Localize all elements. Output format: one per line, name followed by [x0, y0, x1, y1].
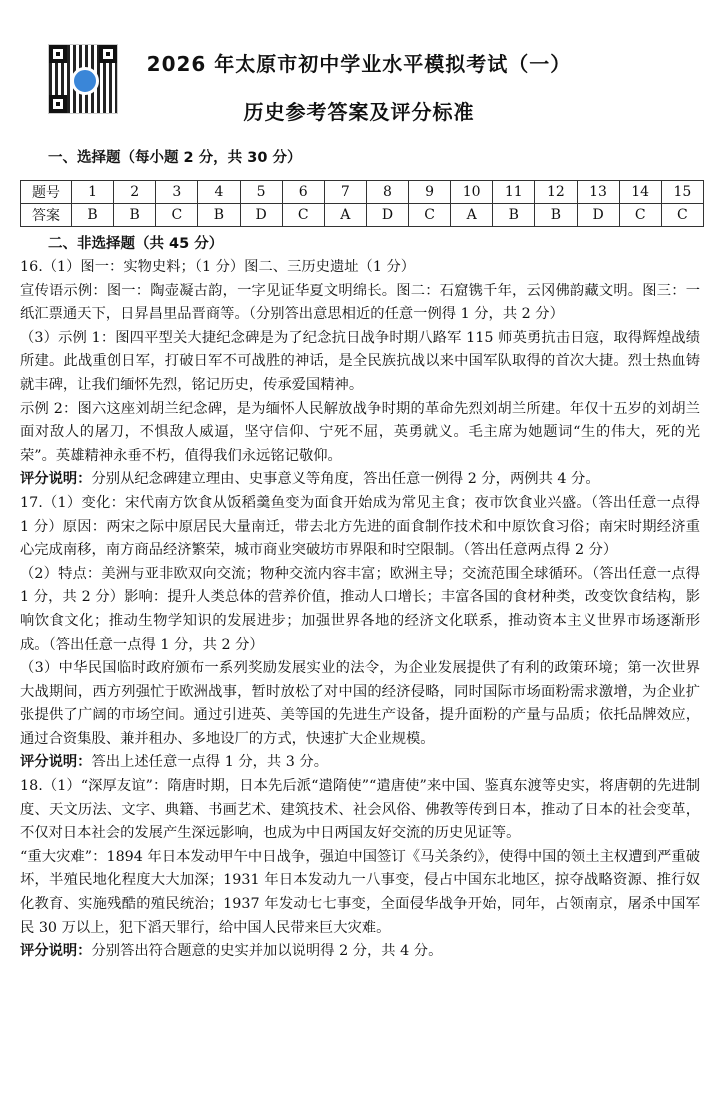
table-cell: 1 [72, 181, 114, 204]
table-cell: 2 [114, 181, 156, 204]
table-cell: 9 [409, 181, 451, 204]
paragraph: 18.（1）“深厚友谊”：隋唐时期，日本先后派“遣隋使”“遣唐使”来中国、鉴真东渡等史实，将唐朝的先进制度、天文历法、文字、典籍、书画艺术、建筑技术、社会风俗、佛教等传到日本，推动了日本的社会变革，不仅对日本社会的发展产生深远影响，也成为中日两国友好交流的历史见证等。 [20, 778, 700, 842]
section1-heading: 一、选择题（每小题 2 分，共 30 分） [48, 150, 302, 166]
table-cell: 14 [619, 181, 661, 204]
table-row-answers [21, 204, 704, 227]
table-cell: A [451, 204, 493, 227]
row-label-answer: 答案 [21, 204, 72, 227]
section2-heading: 二、非选择题（共 45 分） [48, 236, 224, 252]
exam-subtitle: 历史参考答案及评分标准 [243, 100, 475, 124]
table-cell: B [493, 204, 535, 227]
table-cell: 10 [451, 181, 493, 204]
table-cell: B [114, 204, 156, 227]
table-cell: 12 [535, 181, 577, 204]
table-cell: C [619, 204, 661, 227]
scoring-note [20, 751, 700, 775]
table-cell: B [535, 204, 577, 227]
table-cell: C [661, 204, 703, 227]
row-label-number: 题号 [21, 181, 72, 204]
table-cell: D [366, 204, 408, 227]
table-cell: 6 [282, 181, 324, 204]
scoring-note [20, 940, 700, 964]
table-cell: 7 [324, 181, 366, 204]
table-cell: 13 [577, 181, 619, 204]
scoring-note-label: 评分说明： [20, 754, 92, 771]
table-cell: B [72, 204, 114, 227]
paragraph: 17.（1）变化：宋代南方饮食从饭稻羹鱼变为面食开始成为常见主食；夜市饮食业兴盛。（答出任意一点得 1 分）原因：两宋之际中原居民大量南迁，带去北方先进的面食制作技术和中原饮食习俗；南宋时期经济重心完成南移，南方商品经济繁荣，城市商业突破坊市界限和时空限制。（答出任意两点得 2 分） [20, 494, 700, 559]
table-cell: 3 [156, 181, 198, 204]
exam-title: 2026 年太原市初中学业水平模拟考试（一） [146, 52, 572, 76]
table-cell: 8 [366, 181, 408, 204]
scoring-note-text: 答出上述任意一点得 1 分，共 3 分。 [91, 754, 329, 771]
table-cell: 5 [240, 181, 282, 204]
answer-table [20, 180, 704, 227]
table-cell: C [409, 204, 451, 227]
table-cell: B [198, 204, 240, 227]
scoring-note-label: 评分说明： [20, 943, 92, 960]
table-cell: 11 [493, 181, 535, 204]
answer-body [20, 256, 700, 964]
table-cell: D [240, 204, 282, 227]
scoring-note-text: 分别答出符合题意的史实并加以说明得 2 分，共 4 分。 [91, 943, 443, 960]
paragraph: （2）特点：美洲与亚非欧双向交流；物种交流内容丰富；欧洲主导；交流范围全球循环。（答出任意一点得 1 分，共 2 分）影响：提升人类总体的营养价值，推动人口增长；丰富各国的食材种类，改变饮食结构，影响饮食文化；推动生物学知识的发展进步；加强世界各地的经济文化联系，推动资本主义世界市场逐渐形成。（答出任意一点得 1 分，共 2 分） [20, 565, 700, 653]
table-cell: A [324, 204, 366, 227]
paragraph: （3）中华民国临时政府颁布一系列奖励发展实业的法令，为企业发展提供了有利的政策环境；第一次世界大战期间，西方列强忙于欧洲战事，暂时放松了对中国的经济侵略，同时国际市场面粉需求激增，为企业扩张提供了广阔的市场空间。通过引进英、美等国的先进生产设备，提升面粉的产量与品质；依托品牌效应，通过合资集股、兼并租办、多地设厂的方式，快速扩大企业规模。 [20, 660, 700, 747]
paragraph: 示例 2：图六这座刘胡兰纪念碑，是为缅怀人民解放战争时期的革命先烈刘胡兰所建。年仅十五岁的刘胡兰面对敌人的屠刀，不惧敌人威逼，坚守信仰、宁死不屈，英勇就义。毛主席为她题词“生的伟大，死的光荣”。英雄精神永垂不朽，值得我们永远铭记敬仰。 [20, 400, 700, 464]
paragraph: 宣传语示例：图一：陶壶凝古韵，一字见证华夏文明绵长。图二：石窟镌千年，云冈佛韵藏文明。图三：一纸汇票通天下，日昇昌里品晋商等。（分别答出意思相近的任意一例得 1 分，共 2 分） [20, 282, 700, 323]
scoring-note-text: 分别从纪念碑建立理由、史事意义等角度，答出任意一例得 2 分，两例共 4 分。 [91, 471, 600, 488]
paragraph: “重大灾难”：1894 年日本发动甲午中日战争，强迫中国签订《马关条约》，使得中国的领土主权遭到严重破坏，半殖民地化程度大大加深；1931 年日本发动九一八事变，侵占中国东北地区，掠夺战略资源、推行奴化教育、实施残酷的殖民统治；1937 年发动七七事变，全面侵华战争开始，同年，占领南京，屠杀中国军民 30 万以上，犯下滔天罪行，给中国人民带来巨大灾难。 [20, 848, 700, 936]
paragraph: （3）示例 1：图四平型关大捷纪念碑是为了纪念抗日战争时期八路军 115 师英勇抗击日寇，取得辉煌战绩所建。此战重创日军，打破日军不可战胜的神话，是全民族抗战以来中国军队取得的首次大捷。烈士热血铸就丰碑，让我们缅怀先烈，铭记历史，传承爱国精神。 [20, 329, 700, 393]
scoring-note [20, 468, 700, 492]
table-cell: D [577, 204, 619, 227]
table-row-numbers [21, 181, 704, 204]
table-cell: C [156, 204, 198, 227]
table-cell: C [282, 204, 324, 227]
scoring-note-label: 评分说明： [20, 471, 92, 488]
table-cell: 4 [198, 181, 240, 204]
table-cell: 15 [661, 181, 703, 204]
paragraph: 16.（1）图一：实物史料；（1 分）图二、三历史遗址（1 分） [20, 259, 416, 275]
